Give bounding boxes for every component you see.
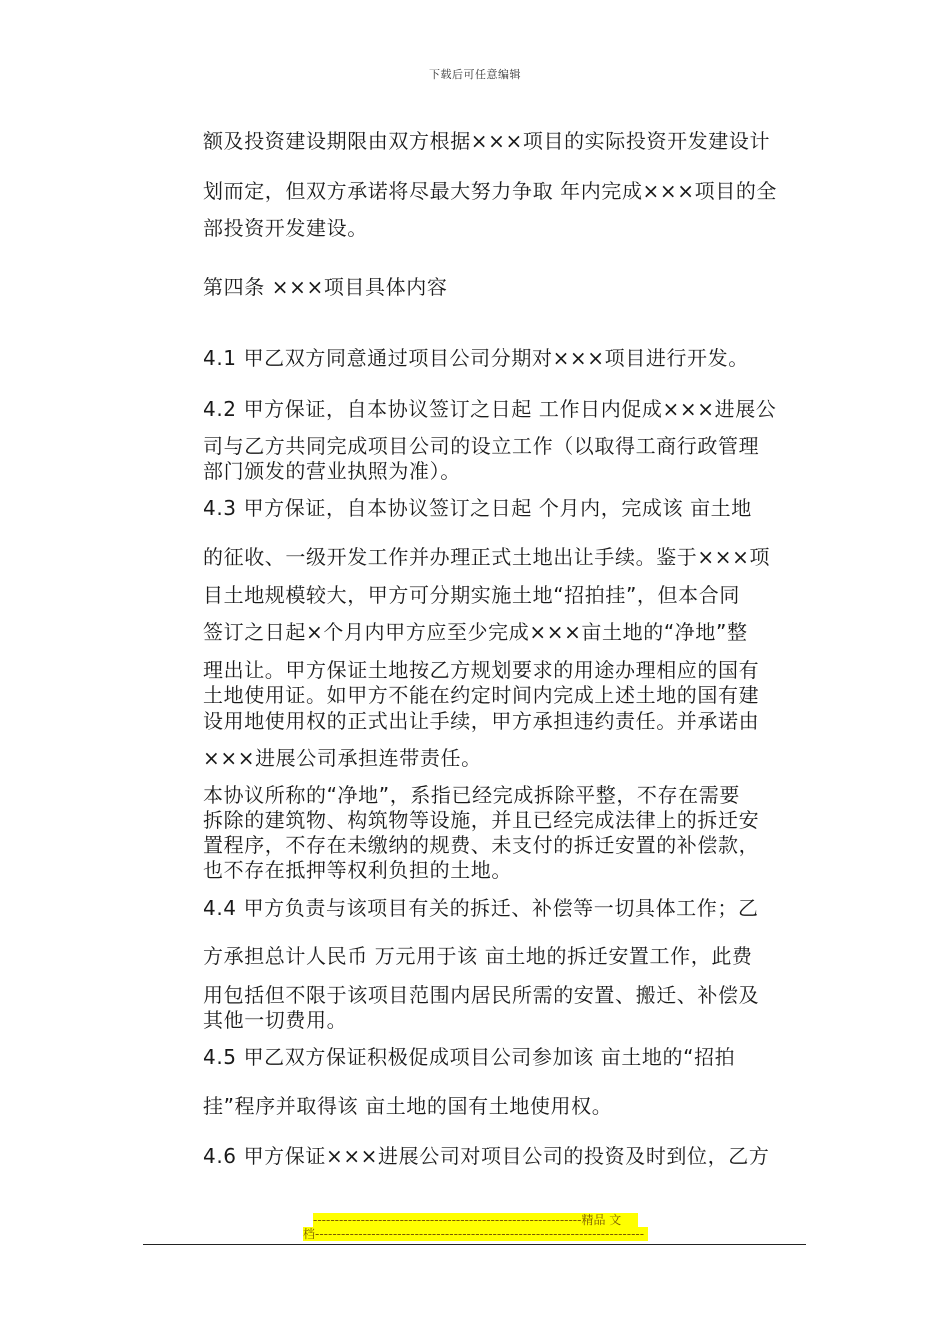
paragraph-line: 4.2 甲方保证，自本协议签订之日起 工作日内促成×××进展公 (203, 397, 777, 421)
paragraph-line: 拆除的建筑物、构筑物等设施，并且已经完成法律上的拆迁安 (203, 808, 760, 832)
paragraph-line: 土地使用证。如甲方不能在约定时间内完成上述土地的国有建 (203, 683, 760, 707)
paragraph-line: 目土地规模较大，甲方可分期实施土地“招拍挂”，但本合同 (203, 583, 740, 607)
footer-watermark-line2: 档---------------------------------------------------------------------------- (303, 1227, 648, 1241)
paragraph-line: 理出让。甲方保证土地按乙方规划要求的用途办理相应的国有 (203, 658, 760, 682)
paragraph-line: 其他一切费用。 (203, 1008, 348, 1032)
paragraph-line: 用包括但不限于该项目范围内居民所需的安置、搬迁、补偿及 (203, 983, 760, 1007)
paragraph-line: 划而定，但双方承诺将尽最大努力争取 年内完成×××项目的全 (203, 179, 778, 203)
paragraph-line: 4.6 甲方保证×××进展公司对项目公司的投资及时到位，乙方 (203, 1144, 770, 1168)
paragraph-line: 也不存在抵押等权利负担的土地。 (203, 858, 512, 882)
paragraph-line: 司与乙方共同完成项目公司的设立工作（以取得工商行政管理 (203, 434, 760, 458)
paragraph-line: 置程序，不存在未缴纳的规费、未支付的拆迁安置的补偿款， (203, 833, 760, 857)
paragraph-line: 挂”程序并取得该 亩土地的国有土地使用权。 (203, 1094, 613, 1118)
section-heading: 第四条 ×××项目具体内容 (203, 275, 448, 299)
paragraph-line: 4.3 甲方保证，自本协议签订之日起 个月内，完成该 亩土地 (203, 496, 752, 520)
paragraph-line: 4.1 甲乙双方同意通过项目公司分期对×××项目进行开发。 (203, 346, 749, 370)
paragraph-line: 额及投资建设期限由双方根据×××项目的实际投资开发建设计 (203, 129, 771, 153)
footer-divider (143, 1244, 806, 1245)
paragraph-line: 签订之日起×个月内甲方应至少完成×××亩土地的“净地”整 (203, 620, 748, 644)
footer-watermark-line1: --------------------------------------------------------------精品 文 (313, 1213, 638, 1227)
paragraph-line: 部投资开发建设。 (203, 216, 368, 240)
paragraph-line: ×××进展公司承担连带责任。 (203, 746, 482, 770)
header-note: 下载后可任意编辑 (429, 68, 521, 81)
paragraph-line: 方承担总计人民币 万元用于该 亩土地的拆迁安置工作，此费 (203, 944, 753, 968)
paragraph-line: 本协议所称的“净地”，系指已经完成拆除平整，不存在需要 (203, 783, 740, 807)
paragraph-line: 的征收、一级开发工作并办理正式土地出让手续。鉴于×××项 (203, 545, 771, 569)
paragraph-line: 4.4 甲方负责与该项目有关的拆迁、补偿等一切具体工作；乙 (203, 896, 759, 920)
paragraph-line: 4.5 甲乙双方保证积极促成项目公司参加该 亩土地的“招拍 (203, 1045, 736, 1069)
paragraph-line: 设用地使用权的正式出让手续，甲方承担违约责任。并承诺由 (203, 709, 760, 733)
paragraph-line: 部门颁发的营业执照为准）。 (203, 459, 461, 483)
